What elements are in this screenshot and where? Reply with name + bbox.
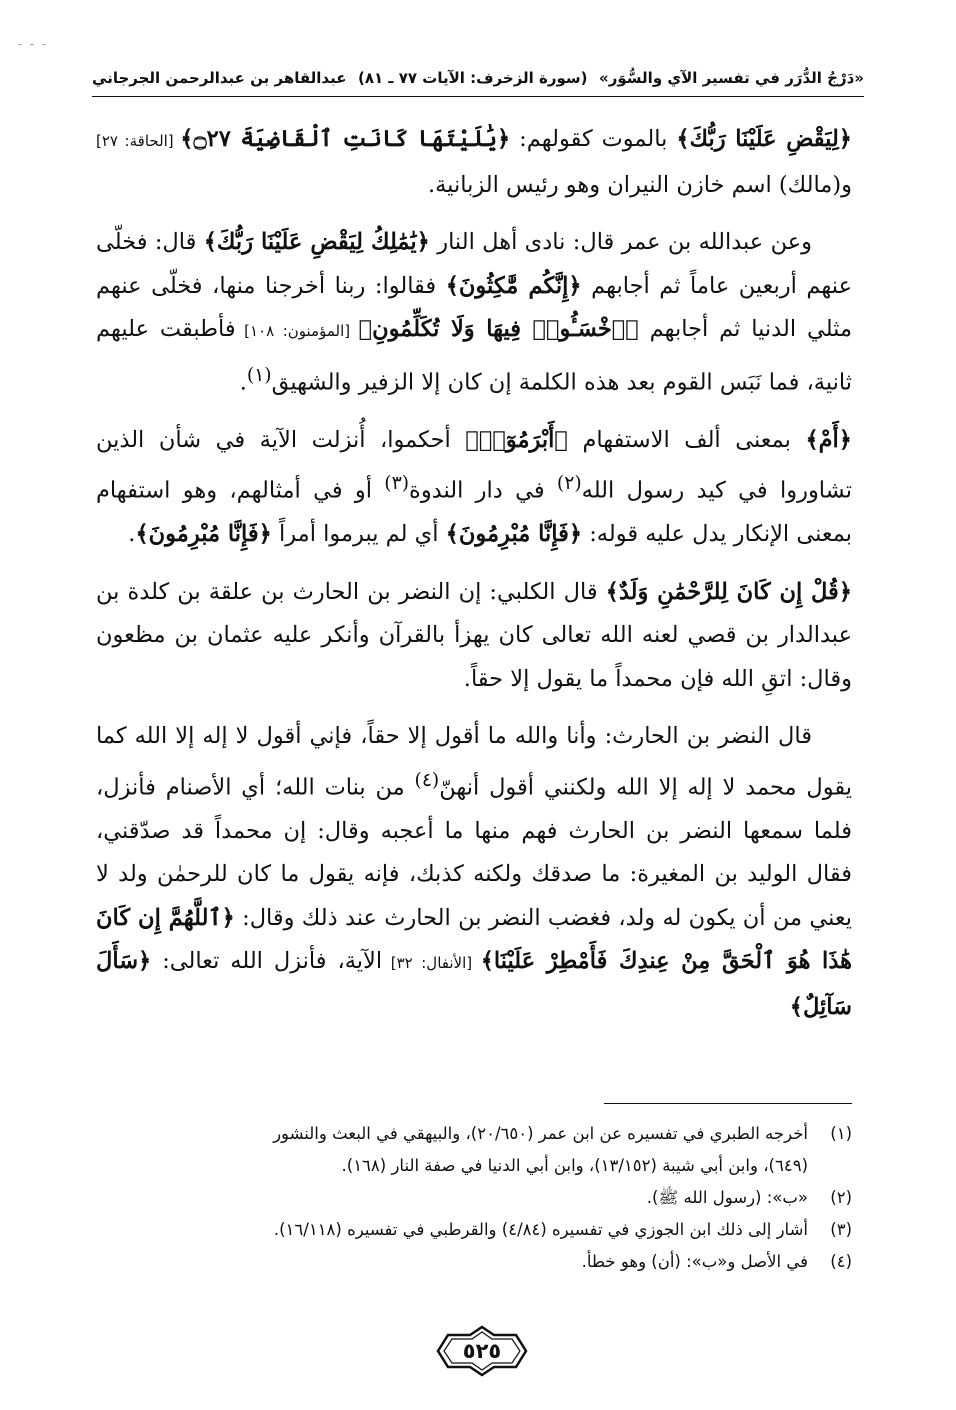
footnote-marker[interactable]: (٤) [414, 769, 440, 791]
running-header [92, 62, 864, 94]
text-run: . [239, 369, 247, 395]
text-run: أحكموا، أُنزلت الآية في شأن الذين تشاوروا في كيد رسول الله [96, 426, 852, 504]
corner-mark: - - - [18, 37, 48, 51]
quran-verse: ﴿سَأَلَ سَآئِلٌ﴾ [96, 948, 852, 1020]
quran-verse: ﴿أَبْرَمُوٓا۟﴾ [465, 426, 568, 453]
footnote-marker[interactable]: (٢) [556, 473, 582, 494]
text-run: فأطبقت عليهم ثانية، فما نَبَس القوم بعد هذه الكلمة إن كان إلا الزفير والشهيق [96, 316, 852, 395]
text-run: قال: فخلّى عنهم أربعين عاماً ثم أجابهم [96, 229, 852, 299]
footnote-item [96, 1182, 852, 1214]
quran-verse: ﴿لِيَقْضِ عَلَيْنَا رَبُّكَ﴾ [676, 126, 852, 152]
text-run: قال الكلبي: إن النضر بن الحارث بن علقة بن كلدة بن عبدالدار بن قصي لعنه الله تعالى كان يهزأ بالقرآن وأنكر عليه عثمان بن مظعون وقال: اتقِ الله فإن محمداً ما يقول إلا حقاً. [96, 578, 852, 692]
text-run: فقالوا: ربنا أخرجنا منها، فخلّى عنهم مثلي الدنيا ثم أجابهم [96, 272, 853, 342]
header-surah-range: (سورة الزخرف: الآيات ٧٧ ـ ٨١) [357, 69, 588, 87]
footnote-text: (٦٤٩)، وابن أبي شيبة (١٣/١٥٢)، وابن أبي الدنيا في صفة النار (١٦٨). [341, 1156, 808, 1175]
text-run: الآية، فأنزل الله تعالى: [151, 948, 383, 974]
quran-verse: ﴿قُلْ إِن كَانَ لِلرَّحْمَٰنِ وَلَدٌ﴾ [605, 578, 852, 605]
paragraph-4 [96, 571, 852, 702]
text-run: أي لم يبرموا أمراً [271, 521, 446, 547]
footnote-item [96, 1214, 852, 1246]
quran-verse: ﴿ٱخْسَـُٔوا۟ فِيهَا وَلَا تُكَلِّمُونِ﴾ [358, 316, 639, 342]
text-run: بالموت كقولهم: [510, 126, 677, 152]
verse-reference: [الحاقة: ٢٧] [96, 132, 181, 150]
footnotes [96, 1118, 852, 1278]
quran-verse: ﴿ٱللَّهُمَّ إِن كَانَ هَٰذَا هُوَ ٱلْحَقَّ مِنْ عِندِكَ فَأَمْطِرْ عَلَيْنَا﴾ [96, 904, 852, 974]
text-run: وعن عبدالله بن عمر قال: نادى أهل النار [429, 229, 813, 255]
text-run: في دار الندوة [409, 477, 557, 504]
verse-reference: [الأنفال: ٣٢] [382, 954, 481, 972]
quran-verse: ﴿أَمْ﴾ [805, 426, 852, 453]
quran-verse: ﴿فَإِنَّا مُبْرِمُونَ﴾ [445, 521, 583, 547]
header-rule [92, 96, 864, 97]
paragraph-5 [96, 715, 852, 1029]
footnote-marker[interactable]: (٣) [384, 473, 410, 494]
page-number-ornament [434, 1325, 530, 1377]
footnote-number: (٤) [830, 1252, 852, 1271]
paragraph-1 [96, 118, 852, 207]
quran-verse: ﴿يَٰلَيْتَهَا كَانَتِ ٱلْقَاضِيَةَ ۝٢٧﴾ [180, 126, 511, 152]
text-run: بمعنى ألف الاستفهام [567, 426, 806, 453]
quran-verse: ﴿إِنَّكُم مَّٰكِثُونَ﴾ [445, 272, 582, 299]
footnote-item [96, 1246, 852, 1278]
header-author: عبدالقاهر بن عبدالرحمن الجرجاني [92, 69, 347, 87]
footnote-number: (١) [830, 1124, 852, 1143]
footnote-item [96, 1118, 852, 1182]
main-text [96, 118, 852, 1043]
footnote-number: (٢) [830, 1188, 852, 1207]
text-run: . [128, 521, 136, 547]
paragraph-2 [96, 221, 852, 405]
verse-reference: [المؤمنون: ١٠٨] [235, 322, 359, 340]
footnote-marker[interactable]: (١) [246, 364, 272, 386]
footnote-text: «ب»: (رسول الله ﷺ). [646, 1188, 808, 1207]
text-run: من بنات الله؛ أي الأصنام فأنزل، فلما سمعها النضر بن الحارث فهم منها ما أعجبه وقال: إن محمداً قد صدّقني، فقال الوليد بن المغيرة: ما صدقك ولكنه كذبك، فإنه يقول ما كان للرحمٰن ولد لا يعني من أن يكون له ولد، فغضب النضر بن الحارث عند ذلك وقال: [96, 774, 852, 931]
quran-verse: ﴿فَإِنَّا مُبْرِمُونَ﴾ [135, 521, 272, 547]
footnote-text: أخرجه الطبري في تفسيره عن ابن عمر (٢٠/٦٥٠)، والبيهقي في البعث والنشور [273, 1124, 808, 1143]
footnote-text: في الأصل و«ب»: (أن) وهو خطأ. [581, 1252, 808, 1271]
footnote-rule [604, 1103, 852, 1104]
text-run: و(مالك) اسم خازن النيران وهو رئيس الزبانية. [427, 171, 852, 198]
text-run: أو في أمثالهم، وهو استفهام بمعنى الإنكار يدل عليه قوله: [96, 477, 852, 547]
footnote-number: (٣) [830, 1220, 852, 1239]
paragraph-3 [96, 419, 852, 557]
page-number: ٥٢٥ [462, 1339, 502, 1363]
footnote-text: أشار إلى ذلك ابن الجوزي في تفسيره (٤/٨٤) والقرطبي في تفسيره (١٦/١١٨). [273, 1220, 808, 1239]
quran-verse: ﴿يَٰمَٰلِكُ لِيَقْضِ عَلَيْنَا رَبُّكَ﴾ [203, 229, 430, 255]
header-book-title: «دَرْجُ الدُّرَر في تفسير الآي والسُّوَر» [599, 69, 864, 87]
text-run: قال النضر بن الحارث: وأنا والله ما أقول إلا حقاً، فإني أقول لا إله إلا الله كما يقول محمد لا إله إلا الله ولكنني أقول أنهنّ [96, 723, 852, 800]
